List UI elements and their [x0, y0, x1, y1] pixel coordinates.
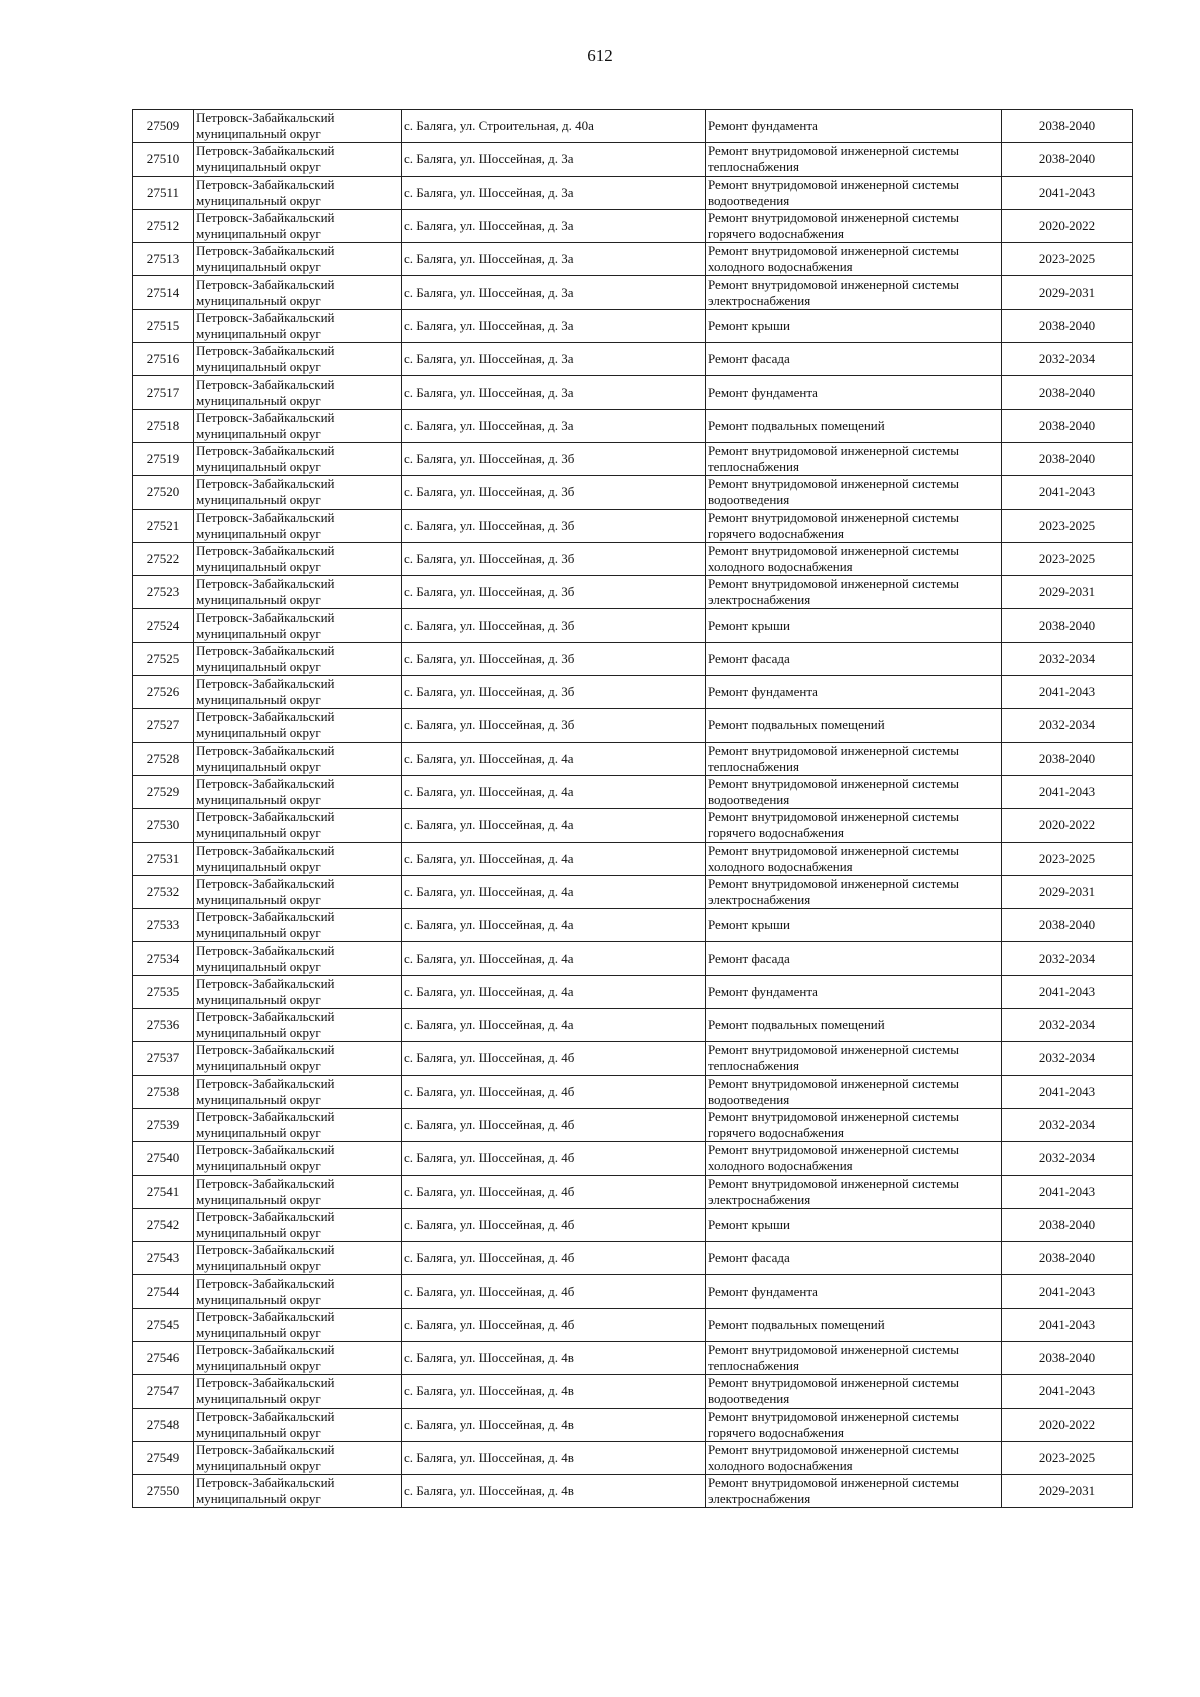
work-type-cell: Ремонт внутридомовой инженерной системы теплоснабжения [706, 442, 1002, 475]
municipality-cell: Петровск-Забайкальский муниципальный округ [194, 442, 402, 475]
table-row [133, 909, 1133, 942]
table-row [133, 1009, 1133, 1042]
period-cell: 2038-2040 [1002, 1341, 1133, 1374]
municipality-cell: Петровск-Забайкальский муниципальный округ [194, 642, 402, 675]
work-type-cell: Ремонт внутридомовой инженерной системы горячего водоснабжения [706, 1108, 1002, 1141]
row-number-cell: 27548 [133, 1408, 194, 1441]
row-number-cell: 27550 [133, 1475, 194, 1508]
repair-schedule-table [132, 109, 1133, 1508]
row-number-cell: 27541 [133, 1175, 194, 1208]
municipality-cell: Петровск-Забайкальский муниципальный округ [194, 609, 402, 642]
period-cell: 2038-2040 [1002, 409, 1133, 442]
period-cell: 2032-2034 [1002, 1142, 1133, 1175]
work-type-cell: Ремонт фундамента [706, 110, 1002, 143]
row-number-cell: 27517 [133, 376, 194, 409]
work-type-cell: Ремонт внутридомовой инженерной системы теплоснабжения [706, 742, 1002, 775]
work-type-cell: Ремонт крыши [706, 909, 1002, 942]
row-number-cell: 27524 [133, 609, 194, 642]
address-cell: с. Баляга, ул. Шоссейная, д. 4б [402, 1208, 706, 1241]
municipality-cell: Петровск-Забайкальский муниципальный округ [194, 676, 402, 709]
row-number-cell: 27547 [133, 1375, 194, 1408]
row-number-cell: 27518 [133, 409, 194, 442]
period-cell: 2038-2040 [1002, 1242, 1133, 1275]
municipality-cell: Петровск-Забайкальский муниципальный округ [194, 542, 402, 575]
municipality-cell: Петровск-Забайкальский муниципальный округ [194, 1341, 402, 1374]
municipality-cell: Петровск-Забайкальский муниципальный округ [194, 143, 402, 176]
municipality-cell: Петровск-Забайкальский муниципальный округ [194, 1408, 402, 1441]
work-type-cell: Ремонт подвальных помещений [706, 1009, 1002, 1042]
work-type-cell: Ремонт внутридомовой инженерной системы электроснабжения [706, 875, 1002, 908]
municipality-cell: Петровск-Забайкальский муниципальный округ [194, 1075, 402, 1108]
municipality-cell: Петровск-Забайкальский муниципальный округ [194, 376, 402, 409]
work-type-cell: Ремонт внутридомовой инженерной системы холодного водоснабжения [706, 243, 1002, 276]
row-number-cell: 27519 [133, 442, 194, 475]
row-number-cell: 27540 [133, 1142, 194, 1175]
row-number-cell: 27539 [133, 1108, 194, 1141]
table-row [133, 1475, 1133, 1508]
row-number-cell: 27534 [133, 942, 194, 975]
period-cell: 2041-2043 [1002, 975, 1133, 1008]
work-type-cell: Ремонт фундамента [706, 1275, 1002, 1308]
period-cell: 2020-2022 [1002, 809, 1133, 842]
period-cell: 2032-2034 [1002, 942, 1133, 975]
municipality-cell: Петровск-Забайкальский муниципальный округ [194, 1042, 402, 1075]
row-number-cell: 27533 [133, 909, 194, 942]
address-cell: с. Баляга, ул. Шоссейная, д. 4в [402, 1341, 706, 1374]
address-cell: с. Баляга, ул. Шоссейная, д. 4б [402, 1242, 706, 1275]
period-cell: 2023-2025 [1002, 243, 1133, 276]
table-row [133, 542, 1133, 575]
work-type-cell: Ремонт внутридомовой инженерной системы электроснабжения [706, 276, 1002, 309]
table-row [133, 809, 1133, 842]
period-cell: 2032-2034 [1002, 1009, 1133, 1042]
address-cell: с. Баляга, ул. Шоссейная, д. 4б [402, 1275, 706, 1308]
address-cell: с. Баляга, ул. Шоссейная, д. 3а [402, 343, 706, 376]
row-number-cell: 27525 [133, 642, 194, 675]
work-type-cell: Ремонт внутридомовой инженерной системы электроснабжения [706, 576, 1002, 609]
municipality-cell: Петровск-Забайкальский муниципальный округ [194, 742, 402, 775]
row-number-cell: 27537 [133, 1042, 194, 1075]
address-cell: с. Баляга, ул. Шоссейная, д. 3а [402, 209, 706, 242]
row-number-cell: 27511 [133, 176, 194, 209]
page-number: 612 [587, 46, 613, 65]
address-cell: с. Баляга, ул. Шоссейная, д. 3б [402, 609, 706, 642]
period-cell: 2029-2031 [1002, 276, 1133, 309]
address-cell: с. Баляга, ул. Шоссейная, д. 4б [402, 1308, 706, 1341]
address-cell: с. Баляга, ул. Шоссейная, д. 4б [402, 1108, 706, 1141]
row-number-cell: 27530 [133, 809, 194, 842]
period-cell: 2041-2043 [1002, 1375, 1133, 1408]
period-cell: 2041-2043 [1002, 176, 1133, 209]
row-number-cell: 27531 [133, 842, 194, 875]
address-cell: с. Баляга, ул. Шоссейная, д. 4а [402, 1009, 706, 1042]
work-type-cell: Ремонт внутридомовой инженерной системы горячего водоснабжения [706, 209, 1002, 242]
work-type-cell: Ремонт внутридомовой инженерной системы холодного водоснабжения [706, 1142, 1002, 1175]
address-cell: с. Баляга, ул. Шоссейная, д. 3б [402, 542, 706, 575]
table-row [133, 476, 1133, 509]
period-cell: 2020-2022 [1002, 209, 1133, 242]
row-number-cell: 27543 [133, 1242, 194, 1275]
table-row [133, 1208, 1133, 1241]
row-number-cell: 27526 [133, 676, 194, 709]
table-row [133, 1142, 1133, 1175]
address-cell: с. Баляга, ул. Шоссейная, д. 4в [402, 1441, 706, 1474]
row-number-cell: 27523 [133, 576, 194, 609]
table-row [133, 642, 1133, 675]
work-type-cell: Ремонт внутридомовой инженерной системы горячего водоснабжения [706, 1408, 1002, 1441]
municipality-cell: Петровск-Забайкальский муниципальный округ [194, 1242, 402, 1275]
row-number-cell: 27545 [133, 1308, 194, 1341]
work-type-cell: Ремонт подвальных помещений [706, 409, 1002, 442]
row-number-cell: 27542 [133, 1208, 194, 1241]
address-cell: с. Баляга, ул. Шоссейная, д. 3а [402, 376, 706, 409]
address-cell: с. Баляга, ул. Шоссейная, д. 4а [402, 909, 706, 942]
period-cell: 2032-2034 [1002, 642, 1133, 675]
municipality-cell: Петровск-Забайкальский муниципальный округ [194, 1208, 402, 1241]
table-row [133, 1175, 1133, 1208]
table-row [133, 875, 1133, 908]
period-cell: 2038-2040 [1002, 143, 1133, 176]
table-row [133, 1275, 1133, 1308]
table-row [133, 309, 1133, 342]
row-number-cell: 27516 [133, 343, 194, 376]
address-cell: с. Баляга, ул. Шоссейная, д. 3а [402, 409, 706, 442]
address-cell: с. Баляга, ул. Шоссейная, д. 4б [402, 1042, 706, 1075]
work-type-cell: Ремонт фасада [706, 343, 1002, 376]
table-body [133, 110, 1133, 1508]
address-cell: с. Баляга, ул. Шоссейная, д. 4а [402, 775, 706, 808]
row-number-cell: 27546 [133, 1341, 194, 1374]
period-cell: 2041-2043 [1002, 676, 1133, 709]
work-type-cell: Ремонт внутридомовой инженерной системы водоотведения [706, 176, 1002, 209]
municipality-cell: Петровск-Забайкальский муниципальный округ [194, 775, 402, 808]
row-number-cell: 27513 [133, 243, 194, 276]
row-number-cell: 27521 [133, 509, 194, 542]
municipality-cell: Петровск-Забайкальский муниципальный округ [194, 909, 402, 942]
row-number-cell: 27510 [133, 143, 194, 176]
table-row [133, 409, 1133, 442]
row-number-cell: 27520 [133, 476, 194, 509]
period-cell: 2029-2031 [1002, 576, 1133, 609]
address-cell: с. Баляга, ул. Шоссейная, д. 4б [402, 1075, 706, 1108]
period-cell: 2038-2040 [1002, 609, 1133, 642]
address-cell: с. Баляга, ул. Шоссейная, д. 4а [402, 809, 706, 842]
table-row [133, 1242, 1133, 1275]
table-row [133, 1441, 1133, 1474]
address-cell: с. Баляга, ул. Шоссейная, д. 4в [402, 1408, 706, 1441]
period-cell: 2023-2025 [1002, 509, 1133, 542]
address-cell: с. Баляга, ул. Шоссейная, д. 3б [402, 709, 706, 742]
address-cell: с. Баляга, ул. Шоссейная, д. 3б [402, 642, 706, 675]
municipality-cell: Петровск-Забайкальский муниципальный округ [194, 942, 402, 975]
work-type-cell: Ремонт подвальных помещений [706, 709, 1002, 742]
address-cell: с. Баляга, ул. Шоссейная, д. 3б [402, 476, 706, 509]
table-row [133, 742, 1133, 775]
municipality-cell: Петровск-Забайкальский муниципальный округ [194, 1475, 402, 1508]
table-row [133, 143, 1133, 176]
table-row [133, 1042, 1133, 1075]
address-cell: с. Баляга, ул. Шоссейная, д. 3б [402, 676, 706, 709]
work-type-cell: Ремонт внутридомовой инженерной системы электроснабжения [706, 1475, 1002, 1508]
row-number-cell: 27544 [133, 1275, 194, 1308]
period-cell: 2029-2031 [1002, 1475, 1133, 1508]
work-type-cell: Ремонт внутридомовой инженерной системы горячего водоснабжения [706, 509, 1002, 542]
municipality-cell: Петровск-Забайкальский муниципальный округ [194, 1175, 402, 1208]
table-row [133, 243, 1133, 276]
table-row [133, 1408, 1133, 1441]
work-type-cell: Ремонт внутридомовой инженерной системы теплоснабжения [706, 1341, 1002, 1374]
period-cell: 2041-2043 [1002, 775, 1133, 808]
period-cell: 2038-2040 [1002, 1208, 1133, 1241]
period-cell: 2038-2040 [1002, 909, 1133, 942]
address-cell: с. Баляга, ул. Строительная, д. 40а [402, 110, 706, 143]
table-row [133, 176, 1133, 209]
work-type-cell: Ремонт внутридомовой инженерной системы горячего водоснабжения [706, 809, 1002, 842]
address-cell: с. Баляга, ул. Шоссейная, д. 3б [402, 442, 706, 475]
work-type-cell: Ремонт подвальных помещений [706, 1308, 1002, 1341]
period-cell: 2041-2043 [1002, 1308, 1133, 1341]
period-cell: 2032-2034 [1002, 1042, 1133, 1075]
table-row [133, 1308, 1133, 1341]
table-row [133, 1075, 1133, 1108]
municipality-cell: Петровск-Забайкальский муниципальный округ [194, 110, 402, 143]
row-number-cell: 27512 [133, 209, 194, 242]
work-type-cell: Ремонт крыши [706, 1208, 1002, 1241]
row-number-cell: 27549 [133, 1441, 194, 1474]
address-cell: с. Баляга, ул. Шоссейная, д. 4а [402, 875, 706, 908]
municipality-cell: Петровск-Забайкальский муниципальный округ [194, 1275, 402, 1308]
table-row [133, 609, 1133, 642]
row-number-cell: 27532 [133, 875, 194, 908]
municipality-cell: Петровск-Забайкальский муниципальный округ [194, 1142, 402, 1175]
address-cell: с. Баляга, ул. Шоссейная, д. 4в [402, 1475, 706, 1508]
municipality-cell: Петровск-Забайкальский муниципальный округ [194, 1009, 402, 1042]
row-number-cell: 27527 [133, 709, 194, 742]
table-row [133, 576, 1133, 609]
address-cell: с. Баляга, ул. Шоссейная, д. 4а [402, 842, 706, 875]
address-cell: с. Баляга, ул. Шоссейная, д. 4б [402, 1175, 706, 1208]
work-type-cell: Ремонт фундамента [706, 676, 1002, 709]
address-cell: с. Баляга, ул. Шоссейная, д. 3а [402, 276, 706, 309]
address-cell: с. Баляга, ул. Шоссейная, д. 3а [402, 143, 706, 176]
period-cell: 2032-2034 [1002, 343, 1133, 376]
municipality-cell: Петровск-Забайкальский муниципальный округ [194, 809, 402, 842]
municipality-cell: Петровск-Забайкальский муниципальный округ [194, 409, 402, 442]
municipality-cell: Петровск-Забайкальский муниципальный округ [194, 1375, 402, 1408]
work-type-cell: Ремонт внутридомовой инженерной системы водоотведения [706, 1075, 1002, 1108]
address-cell: с. Баляга, ул. Шоссейная, д. 3б [402, 576, 706, 609]
work-type-cell: Ремонт внутридомовой инженерной системы теплоснабжения [706, 143, 1002, 176]
table-row [133, 975, 1133, 1008]
row-number-cell: 27509 [133, 110, 194, 143]
work-type-cell: Ремонт фасада [706, 642, 1002, 675]
row-number-cell: 27528 [133, 742, 194, 775]
work-type-cell: Ремонт внутридомовой инженерной системы теплоснабжения [706, 1042, 1002, 1075]
address-cell: с. Баляга, ул. Шоссейная, д. 4а [402, 942, 706, 975]
municipality-cell: Петровск-Забайкальский муниципальный округ [194, 509, 402, 542]
work-type-cell: Ремонт фундамента [706, 975, 1002, 1008]
municipality-cell: Петровск-Забайкальский муниципальный округ [194, 842, 402, 875]
period-cell: 2023-2025 [1002, 1441, 1133, 1474]
address-cell: с. Баляга, ул. Шоссейная, д. 3а [402, 243, 706, 276]
municipality-cell: Петровск-Забайкальский муниципальный округ [194, 176, 402, 209]
period-cell: 2038-2040 [1002, 442, 1133, 475]
table-row [133, 709, 1133, 742]
period-cell: 2041-2043 [1002, 1275, 1133, 1308]
municipality-cell: Петровск-Забайкальский муниципальный округ [194, 875, 402, 908]
work-type-cell: Ремонт внутридомовой инженерной системы водоотведения [706, 1375, 1002, 1408]
address-cell: с. Баляга, ул. Шоссейная, д. 3б [402, 509, 706, 542]
period-cell: 2020-2022 [1002, 1408, 1133, 1441]
address-cell: с. Баляга, ул. Шоссейная, д. 4в [402, 1375, 706, 1408]
table-row [133, 110, 1133, 143]
address-cell: с. Баляга, ул. Шоссейная, д. 3а [402, 309, 706, 342]
municipality-cell: Петровск-Забайкальский муниципальный округ [194, 243, 402, 276]
period-cell: 2023-2025 [1002, 842, 1133, 875]
address-cell: с. Баляга, ул. Шоссейная, д. 4б [402, 1142, 706, 1175]
table-row [133, 775, 1133, 808]
municipality-cell: Петровск-Забайкальский муниципальный округ [194, 1308, 402, 1341]
table-row [133, 942, 1133, 975]
period-cell: 2038-2040 [1002, 110, 1133, 143]
work-type-cell: Ремонт внутридомовой инженерной системы холодного водоснабжения [706, 542, 1002, 575]
period-cell: 2023-2025 [1002, 542, 1133, 575]
work-type-cell: Ремонт внутридомовой инженерной системы холодного водоснабжения [706, 1441, 1002, 1474]
table-row [133, 343, 1133, 376]
municipality-cell: Петровск-Забайкальский муниципальный округ [194, 209, 402, 242]
work-type-cell: Ремонт внутридомовой инженерной системы электроснабжения [706, 1175, 1002, 1208]
row-number-cell: 27538 [133, 1075, 194, 1108]
period-cell: 2038-2040 [1002, 742, 1133, 775]
work-type-cell: Ремонт фасада [706, 942, 1002, 975]
work-type-cell: Ремонт внутридомовой инженерной системы водоотведения [706, 476, 1002, 509]
row-number-cell: 27514 [133, 276, 194, 309]
table-row [133, 376, 1133, 409]
period-cell: 2032-2034 [1002, 709, 1133, 742]
work-type-cell: Ремонт внутридомовой инженерной системы холодного водоснабжения [706, 842, 1002, 875]
table-row [133, 442, 1133, 475]
table-row [133, 676, 1133, 709]
table-row [133, 1341, 1133, 1374]
period-cell: 2041-2043 [1002, 1175, 1133, 1208]
municipality-cell: Петровск-Забайкальский муниципальный округ [194, 975, 402, 1008]
period-cell: 2038-2040 [1002, 309, 1133, 342]
table-row [133, 276, 1133, 309]
period-cell: 2041-2043 [1002, 476, 1133, 509]
municipality-cell: Петровск-Забайкальский муниципальный округ [194, 276, 402, 309]
period-cell: 2032-2034 [1002, 1108, 1133, 1141]
municipality-cell: Петровск-Забайкальский муниципальный округ [194, 1441, 402, 1474]
table-row [133, 509, 1133, 542]
address-cell: с. Баляга, ул. Шоссейная, д. 4а [402, 742, 706, 775]
period-cell: 2041-2043 [1002, 1075, 1133, 1108]
row-number-cell: 27522 [133, 542, 194, 575]
period-cell: 2038-2040 [1002, 376, 1133, 409]
municipality-cell: Петровск-Забайкальский муниципальный округ [194, 343, 402, 376]
municipality-cell: Петровск-Забайкальский муниципальный округ [194, 576, 402, 609]
municipality-cell: Петровск-Забайкальский муниципальный округ [194, 1108, 402, 1141]
municipality-cell: Петровск-Забайкальский муниципальный округ [194, 476, 402, 509]
work-type-cell: Ремонт крыши [706, 309, 1002, 342]
row-number-cell: 27515 [133, 309, 194, 342]
row-number-cell: 27535 [133, 975, 194, 1008]
table-row [133, 842, 1133, 875]
table-row [133, 1108, 1133, 1141]
address-cell: с. Баляга, ул. Шоссейная, д. 4а [402, 975, 706, 1008]
municipality-cell: Петровск-Забайкальский муниципальный округ [194, 309, 402, 342]
row-number-cell: 27529 [133, 775, 194, 808]
municipality-cell: Петровск-Забайкальский муниципальный округ [194, 709, 402, 742]
row-number-cell: 27536 [133, 1009, 194, 1042]
work-type-cell: Ремонт фундамента [706, 376, 1002, 409]
table-row [133, 209, 1133, 242]
work-type-cell: Ремонт крыши [706, 609, 1002, 642]
period-cell: 2029-2031 [1002, 875, 1133, 908]
work-type-cell: Ремонт фасада [706, 1242, 1002, 1275]
table-row [133, 1375, 1133, 1408]
address-cell: с. Баляга, ул. Шоссейная, д. 3а [402, 176, 706, 209]
work-type-cell: Ремонт внутридомовой инженерной системы водоотведения [706, 775, 1002, 808]
